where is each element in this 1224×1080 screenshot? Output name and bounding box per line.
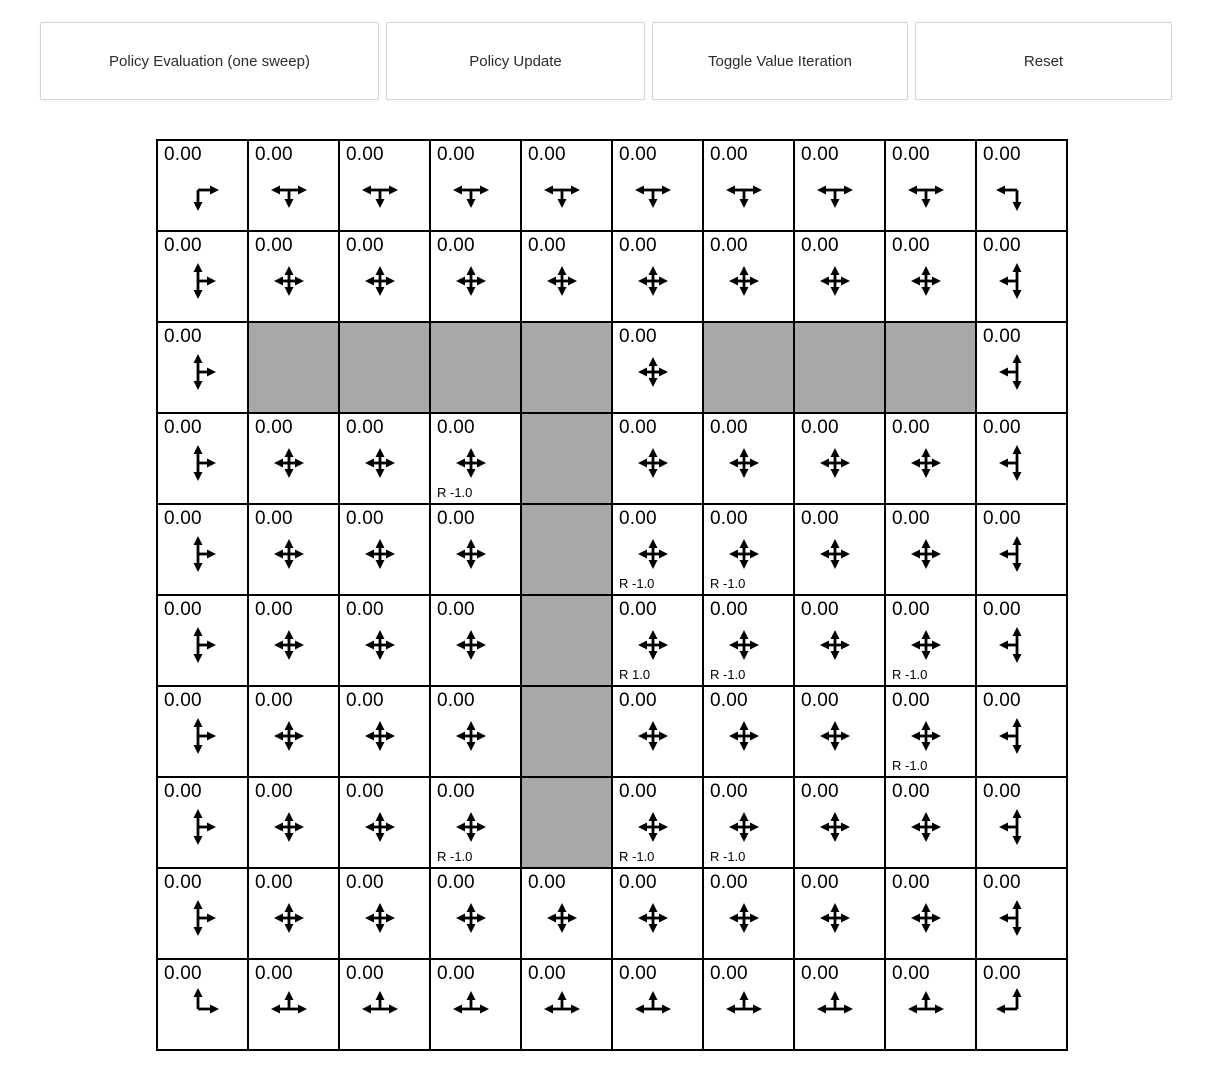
- grid-cell[interactable]: [340, 869, 429, 958]
- policy-arrows-icon: [257, 795, 321, 859]
- grid-cell[interactable]: [431, 141, 520, 230]
- grid-cell[interactable]: [340, 141, 429, 230]
- policy-arrows-icon: [985, 158, 1049, 222]
- cell-value: 0.00: [255, 599, 293, 620]
- cell-reward-label: R -1.0: [437, 485, 473, 500]
- toolbar: [0, 0, 1224, 100]
- policy-arrows-icon: [348, 249, 412, 313]
- grid-cell[interactable]: [340, 778, 429, 867]
- cell-reward-label: R -1.0: [892, 758, 928, 773]
- cell-value: 0.00: [983, 690, 1021, 711]
- policy-arrows-icon: [166, 431, 230, 495]
- cell-value: 0.00: [892, 872, 930, 893]
- policy-arrows-icon: [803, 613, 867, 677]
- cell-value: 0.00: [801, 417, 839, 438]
- cell-value: 0.00: [710, 144, 748, 165]
- policy-arrows-icon: [985, 340, 1049, 404]
- policy-arrows-icon: [985, 431, 1049, 495]
- policy-arrows-icon: [621, 886, 685, 950]
- policy-arrows-icon: [803, 522, 867, 586]
- grid-cell[interactable]: [977, 505, 1066, 594]
- cell-value: 0.00: [346, 599, 384, 620]
- cell-value: 0.00: [710, 599, 748, 620]
- cell-reward-label: R 1.0: [619, 667, 651, 682]
- grid-cell[interactable]: [704, 869, 793, 958]
- policy-arrows-icon: [712, 886, 776, 950]
- cell-value: 0.00: [164, 872, 202, 893]
- policy-arrows-icon: [985, 795, 1049, 859]
- policy-arrows-icon: [439, 704, 503, 768]
- grid-cell[interactable]: [249, 414, 338, 503]
- cell-value: 0.00: [983, 963, 1021, 984]
- cell-value: 0.00: [619, 326, 657, 347]
- policy-arrows-icon: [894, 431, 958, 495]
- policy-arrows-icon: [894, 158, 958, 222]
- policy-arrows-icon: [166, 977, 230, 1041]
- cell-value: 0.00: [801, 963, 839, 984]
- policy-arrows-icon: [166, 886, 230, 950]
- cell-value: 0.00: [619, 144, 657, 165]
- policy-arrows-icon: [894, 249, 958, 313]
- cell-value: 0.00: [528, 144, 566, 165]
- cell-value: 0.00: [437, 144, 475, 165]
- grid-cell[interactable]: [886, 869, 975, 958]
- cell-value: 0.00: [437, 417, 475, 438]
- grid-cell[interactable]: [158, 960, 247, 1049]
- grid-cell[interactable]: [886, 505, 975, 594]
- policy-arrows-icon: [166, 704, 230, 768]
- policy-arrows-icon: [712, 431, 776, 495]
- grid-cell[interactable]: [249, 687, 338, 776]
- grid-cell[interactable]: [522, 960, 611, 1049]
- cell-value: 0.00: [437, 508, 475, 529]
- cell-value: 0.00: [164, 963, 202, 984]
- policy-arrows-icon: [985, 522, 1049, 586]
- cell-reward-label: R -1.0: [619, 849, 655, 864]
- policy-arrows-icon: [257, 249, 321, 313]
- policy-arrows-icon: [803, 795, 867, 859]
- grid-cell[interactable]: [613, 778, 702, 867]
- policy-arrows-icon: [439, 977, 503, 1041]
- cell-value: 0.00: [619, 417, 657, 438]
- policy-arrows-icon: [439, 886, 503, 950]
- cell-value: 0.00: [710, 508, 748, 529]
- policy-arrows-icon: [348, 795, 412, 859]
- cell-value: 0.00: [346, 417, 384, 438]
- cell-value: 0.00: [983, 872, 1021, 893]
- grid-cell[interactable]: [613, 687, 702, 776]
- grid-cell[interactable]: [977, 232, 1066, 321]
- policy-arrows-icon: [712, 249, 776, 313]
- cell-value: 0.00: [619, 599, 657, 620]
- grid-cell[interactable]: [977, 414, 1066, 503]
- cell-value: 0.00: [437, 872, 475, 893]
- policy-arrows-icon: [166, 795, 230, 859]
- policy-arrows-icon: [985, 704, 1049, 768]
- grid-cell[interactable]: [522, 869, 611, 958]
- cell-value: 0.00: [619, 781, 657, 802]
- cell-value: 0.00: [801, 690, 839, 711]
- grid-cell[interactable]: [613, 414, 702, 503]
- cell-value: 0.00: [619, 963, 657, 984]
- policy-arrows-icon: [985, 886, 1049, 950]
- grid-cell[interactable]: [158, 596, 247, 685]
- cell-value: 0.00: [892, 781, 930, 802]
- cell-value: 0.00: [619, 690, 657, 711]
- grid-cell[interactable]: [340, 687, 429, 776]
- cell-reward-label: R -1.0: [710, 667, 746, 682]
- wall-cell[interactable]: [886, 323, 975, 412]
- cell-value: 0.00: [164, 690, 202, 711]
- grid-cell[interactable]: [613, 869, 702, 958]
- grid-cell[interactable]: [158, 687, 247, 776]
- toggle-value-iteration-button[interactable]: Toggle Value Iteration: [652, 22, 908, 100]
- grid-cell[interactable]: [431, 596, 520, 685]
- grid-cell[interactable]: [795, 960, 884, 1049]
- cell-value: 0.00: [528, 872, 566, 893]
- wall-cell[interactable]: [522, 505, 611, 594]
- policy-arrows-icon: [348, 522, 412, 586]
- cell-value: 0.00: [346, 872, 384, 893]
- wall-cell[interactable]: [340, 323, 429, 412]
- grid-cell[interactable]: [522, 232, 611, 321]
- cell-value: 0.00: [346, 781, 384, 802]
- policy-arrows-icon: [712, 977, 776, 1041]
- grid-cell[interactable]: [613, 960, 702, 1049]
- cell-value: 0.00: [437, 235, 475, 256]
- cell-value: 0.00: [801, 599, 839, 620]
- grid-cell[interactable]: [340, 596, 429, 685]
- cell-value: 0.00: [437, 781, 475, 802]
- policy-arrows-icon: [712, 158, 776, 222]
- cell-value: 0.00: [164, 144, 202, 165]
- cell-value: 0.00: [164, 235, 202, 256]
- policy-arrows-icon: [166, 158, 230, 222]
- grid-cell[interactable]: [249, 596, 338, 685]
- grid-cell[interactable]: [886, 778, 975, 867]
- grid-cell[interactable]: [886, 960, 975, 1049]
- policy-update-button[interactable]: Policy Update: [386, 22, 645, 100]
- cell-value: 0.00: [255, 872, 293, 893]
- grid-cell[interactable]: [158, 414, 247, 503]
- wall-cell[interactable]: [522, 687, 611, 776]
- grid-cell[interactable]: [886, 414, 975, 503]
- grid-cell[interactable]: [795, 505, 884, 594]
- grid-cell[interactable]: [886, 141, 975, 230]
- policy-arrows-icon: [348, 613, 412, 677]
- policy-arrows-icon: [803, 158, 867, 222]
- wall-cell[interactable]: [249, 323, 338, 412]
- policy-arrows-icon: [803, 249, 867, 313]
- cell-value: 0.00: [346, 235, 384, 256]
- grid-cell[interactable]: [613, 505, 702, 594]
- grid-cell[interactable]: [613, 232, 702, 321]
- policy-arrows-icon: [712, 704, 776, 768]
- cell-value: 0.00: [255, 144, 293, 165]
- grid-cell[interactable]: [977, 596, 1066, 685]
- grid-cell[interactable]: [249, 869, 338, 958]
- cell-value: 0.00: [437, 690, 475, 711]
- cell-value: 0.00: [983, 417, 1021, 438]
- cell-value: 0.00: [619, 235, 657, 256]
- cell-value: 0.00: [164, 599, 202, 620]
- cell-value: 0.00: [983, 144, 1021, 165]
- cell-value: 0.00: [255, 963, 293, 984]
- policy-arrows-icon: [439, 158, 503, 222]
- cell-value: 0.00: [164, 508, 202, 529]
- policy-arrows-icon: [348, 977, 412, 1041]
- grid-cell[interactable]: [613, 141, 702, 230]
- policy-arrows-icon: [257, 522, 321, 586]
- cell-value: 0.00: [255, 781, 293, 802]
- grid-cell[interactable]: [340, 960, 429, 1049]
- grid-cell[interactable]: [431, 414, 520, 503]
- policy-arrows-icon: [166, 613, 230, 677]
- grid-cell[interactable]: [340, 414, 429, 503]
- grid-cell[interactable]: [977, 960, 1066, 1049]
- grid-cell[interactable]: [431, 778, 520, 867]
- grid-cell[interactable]: [340, 505, 429, 594]
- grid-cell[interactable]: [977, 778, 1066, 867]
- policy-arrows-icon: [621, 704, 685, 768]
- policy-arrows-icon: [985, 249, 1049, 313]
- cell-value: 0.00: [710, 872, 748, 893]
- cell-value: 0.00: [983, 781, 1021, 802]
- policy-arrows-icon: [257, 886, 321, 950]
- policy-evaluation-button[interactable]: Policy Evaluation (one sweep): [40, 22, 379, 100]
- policy-arrows-icon: [894, 886, 958, 950]
- grid-cell[interactable]: [158, 323, 247, 412]
- cell-value: 0.00: [255, 417, 293, 438]
- policy-arrows-icon: [621, 977, 685, 1041]
- cell-value: 0.00: [437, 963, 475, 984]
- gridworld: [156, 139, 1068, 1051]
- policy-arrows-icon: [803, 431, 867, 495]
- policy-arrows-icon: [530, 249, 594, 313]
- policy-arrows-icon: [621, 249, 685, 313]
- cell-value: 0.00: [346, 690, 384, 711]
- policy-arrows-icon: [439, 249, 503, 313]
- grid-cell[interactable]: [431, 869, 520, 958]
- cell-value: 0.00: [710, 690, 748, 711]
- grid-cell[interactable]: [158, 505, 247, 594]
- policy-arrows-icon: [166, 340, 230, 404]
- wall-cell[interactable]: [522, 596, 611, 685]
- policy-arrows-icon: [439, 522, 503, 586]
- grid-cell[interactable]: [886, 596, 975, 685]
- grid-cell[interactable]: [977, 869, 1066, 958]
- policy-arrows-icon: [621, 158, 685, 222]
- grid-cell[interactable]: [795, 687, 884, 776]
- policy-arrows-icon: [257, 431, 321, 495]
- grid-cell[interactable]: [704, 687, 793, 776]
- grid-cell[interactable]: [795, 414, 884, 503]
- grid-cell[interactable]: [249, 505, 338, 594]
- policy-arrows-icon: [621, 431, 685, 495]
- cell-value: 0.00: [892, 963, 930, 984]
- policy-arrows-icon: [348, 158, 412, 222]
- policy-arrows-icon: [803, 704, 867, 768]
- grid-cell[interactable]: [613, 596, 702, 685]
- cell-value: 0.00: [255, 235, 293, 256]
- cell-value: 0.00: [983, 326, 1021, 347]
- grid-cell[interactable]: [886, 687, 975, 776]
- grid-cell[interactable]: [431, 960, 520, 1049]
- policy-arrows-icon: [348, 431, 412, 495]
- grid-cell[interactable]: [249, 232, 338, 321]
- grid-cell[interactable]: [977, 323, 1066, 412]
- grid-cell[interactable]: [522, 141, 611, 230]
- grid-cell[interactable]: [795, 596, 884, 685]
- cell-value: 0.00: [801, 781, 839, 802]
- cell-value: 0.00: [437, 599, 475, 620]
- cell-value: 0.00: [892, 235, 930, 256]
- wall-cell[interactable]: [704, 323, 793, 412]
- policy-arrows-icon: [166, 249, 230, 313]
- grid-cell[interactable]: [977, 687, 1066, 776]
- policy-arrows-icon: [166, 522, 230, 586]
- grid-cell[interactable]: [704, 232, 793, 321]
- grid-cell[interactable]: [158, 232, 247, 321]
- policy-arrows-icon: [985, 977, 1049, 1041]
- grid-cell[interactable]: [795, 141, 884, 230]
- cell-value: 0.00: [983, 599, 1021, 620]
- grid-cell[interactable]: [158, 869, 247, 958]
- grid-cell[interactable]: [704, 778, 793, 867]
- policy-arrows-icon: [894, 795, 958, 859]
- policy-arrows-icon: [257, 704, 321, 768]
- cell-value: 0.00: [710, 781, 748, 802]
- grid-cell[interactable]: [249, 141, 338, 230]
- policy-arrows-icon: [257, 158, 321, 222]
- grid-cell[interactable]: [704, 414, 793, 503]
- policy-arrows-icon: [348, 886, 412, 950]
- grid-cell[interactable]: [704, 960, 793, 1049]
- cell-value: 0.00: [164, 417, 202, 438]
- cell-value: 0.00: [892, 417, 930, 438]
- cell-value: 0.00: [801, 235, 839, 256]
- cell-value: 0.00: [346, 508, 384, 529]
- grid-cell[interactable]: [158, 778, 247, 867]
- cell-value: 0.00: [255, 508, 293, 529]
- policy-arrows-icon: [894, 977, 958, 1041]
- policy-arrows-icon: [621, 340, 685, 404]
- policy-arrows-icon: [985, 613, 1049, 677]
- policy-arrows-icon: [803, 977, 867, 1041]
- grid-cell[interactable]: [158, 141, 247, 230]
- cell-value: 0.00: [983, 508, 1021, 529]
- cell-value: 0.00: [983, 235, 1021, 256]
- policy-arrows-icon: [530, 886, 594, 950]
- cell-reward-label: R -1.0: [892, 667, 928, 682]
- grid-cell[interactable]: [431, 232, 520, 321]
- policy-arrows-icon: [530, 158, 594, 222]
- wall-cell[interactable]: [522, 323, 611, 412]
- cell-value: 0.00: [255, 690, 293, 711]
- cell-value: 0.00: [346, 963, 384, 984]
- wall-cell[interactable]: [431, 323, 520, 412]
- grid-cell[interactable]: [704, 141, 793, 230]
- wall-cell[interactable]: [522, 778, 611, 867]
- cell-value: 0.00: [892, 144, 930, 165]
- cell-reward-label: R -1.0: [710, 849, 746, 864]
- wall-cell[interactable]: [795, 323, 884, 412]
- policy-arrows-icon: [439, 613, 503, 677]
- cell-value: 0.00: [710, 417, 748, 438]
- policy-arrows-icon: [803, 886, 867, 950]
- cell-value: 0.00: [528, 963, 566, 984]
- cell-value: 0.00: [801, 144, 839, 165]
- cell-value: 0.00: [164, 781, 202, 802]
- grid-cell[interactable]: [795, 869, 884, 958]
- grid-cell[interactable]: [977, 141, 1066, 230]
- grid-cell[interactable]: [886, 232, 975, 321]
- grid-cell[interactable]: [613, 323, 702, 412]
- grid-cell[interactable]: [795, 778, 884, 867]
- cell-value: 0.00: [619, 872, 657, 893]
- cell-value: 0.00: [892, 690, 930, 711]
- cell-value: 0.00: [346, 144, 384, 165]
- grid-cell[interactable]: [431, 505, 520, 594]
- policy-arrows-icon: [530, 977, 594, 1041]
- cell-reward-label: R -1.0: [619, 576, 655, 591]
- wall-cell[interactable]: [522, 414, 611, 503]
- grid-cell[interactable]: [795, 232, 884, 321]
- grid-cell[interactable]: [340, 232, 429, 321]
- grid-cell[interactable]: [431, 687, 520, 776]
- policy-arrows-icon: [257, 977, 321, 1041]
- grid-cell[interactable]: [249, 960, 338, 1049]
- cell-value: 0.00: [164, 326, 202, 347]
- policy-arrows-icon: [257, 613, 321, 677]
- policy-arrows-icon: [348, 704, 412, 768]
- cell-value: 0.00: [619, 508, 657, 529]
- grid-cell[interactable]: [704, 596, 793, 685]
- cell-value: 0.00: [710, 235, 748, 256]
- cell-value: 0.00: [801, 508, 839, 529]
- grid-cell[interactable]: [704, 505, 793, 594]
- cell-reward-label: R -1.0: [437, 849, 473, 864]
- grid-cell[interactable]: [249, 778, 338, 867]
- cell-value: 0.00: [528, 235, 566, 256]
- reset-button[interactable]: Reset: [915, 22, 1172, 100]
- cell-reward-label: R -1.0: [710, 576, 746, 591]
- policy-arrows-icon: [894, 522, 958, 586]
- cell-value: 0.00: [892, 508, 930, 529]
- cell-value: 0.00: [892, 599, 930, 620]
- cell-value: 0.00: [710, 963, 748, 984]
- cell-value: 0.00: [801, 872, 839, 893]
